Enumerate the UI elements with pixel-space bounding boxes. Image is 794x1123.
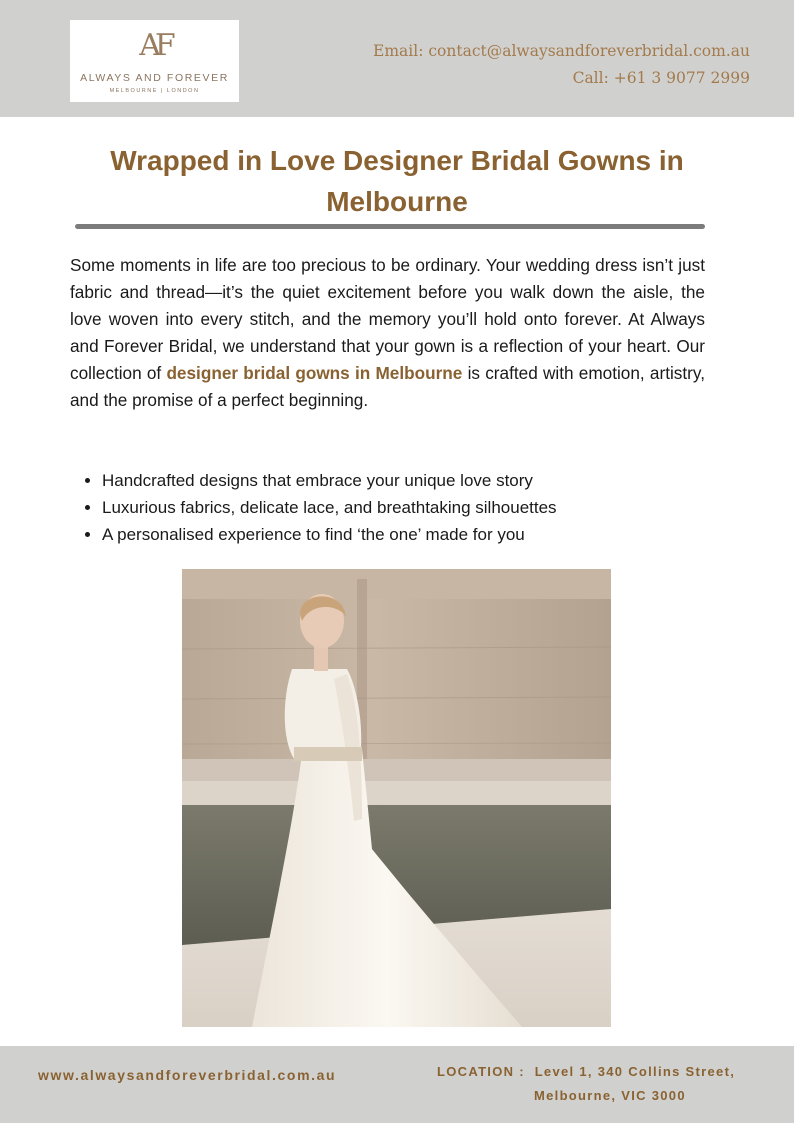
- feature-list: [70, 467, 742, 548]
- email-link[interactable]: Email: contact@alwaysandforeverbridal.com.au: [373, 42, 750, 60]
- logo-monogram: AF: [139, 28, 170, 63]
- list-item: • Luxurious fabrics, delicate lace, and breathtaking silhouettes: [102, 494, 742, 521]
- intro-text-end: is crafted with emotion, artistry, and the promise of a perfect beginning.: [70, 363, 705, 410]
- intro-paragraph: [70, 252, 705, 414]
- title-divider: [75, 224, 705, 229]
- logo-name: ALWAYS AND FOREVER: [80, 72, 229, 84]
- brand-logo[interactable]: [70, 20, 239, 102]
- logo-tagline: MELBOURNE | LONDON: [109, 88, 200, 94]
- page-title: Wrapped in Love Designer Bridal Gowns in Melbourne: [110, 145, 684, 217]
- bride-gown-photo: [182, 569, 611, 1027]
- phone-link[interactable]: Call: +61 3 9077 2999: [572, 69, 750, 87]
- contact-block: [373, 38, 750, 92]
- website-link[interactable]: www.alwaysandforeverbridal.com.au: [38, 1067, 337, 1083]
- intro-text-start: Some moments in life are too precious to be ordinary. Your wedding dress isn’t just fabric and thread—it’s the quiet excitement before you walk down the aisle, the love woven into every stitch, and the memory you’ll hold onto forever. At Always and Forever Bridal, we understand that your gown is a reflection of your heart. Our collection of: [70, 255, 705, 383]
- address-line-1: Level 1, 340 Collins Street,: [534, 1064, 736, 1079]
- designer-gowns-link[interactable]: designer bridal gowns in Melbourne: [166, 363, 463, 383]
- location-label: LOCATION :: [437, 1064, 525, 1079]
- address-line-2: Melbourne, VIC 3000: [534, 1088, 686, 1103]
- list-item: • A personalised experience to find ‘the one’ made for you: [102, 521, 742, 548]
- list-item: • Handcrafted designs that embrace your unique love story: [102, 467, 742, 494]
- location-block: [437, 1060, 767, 1108]
